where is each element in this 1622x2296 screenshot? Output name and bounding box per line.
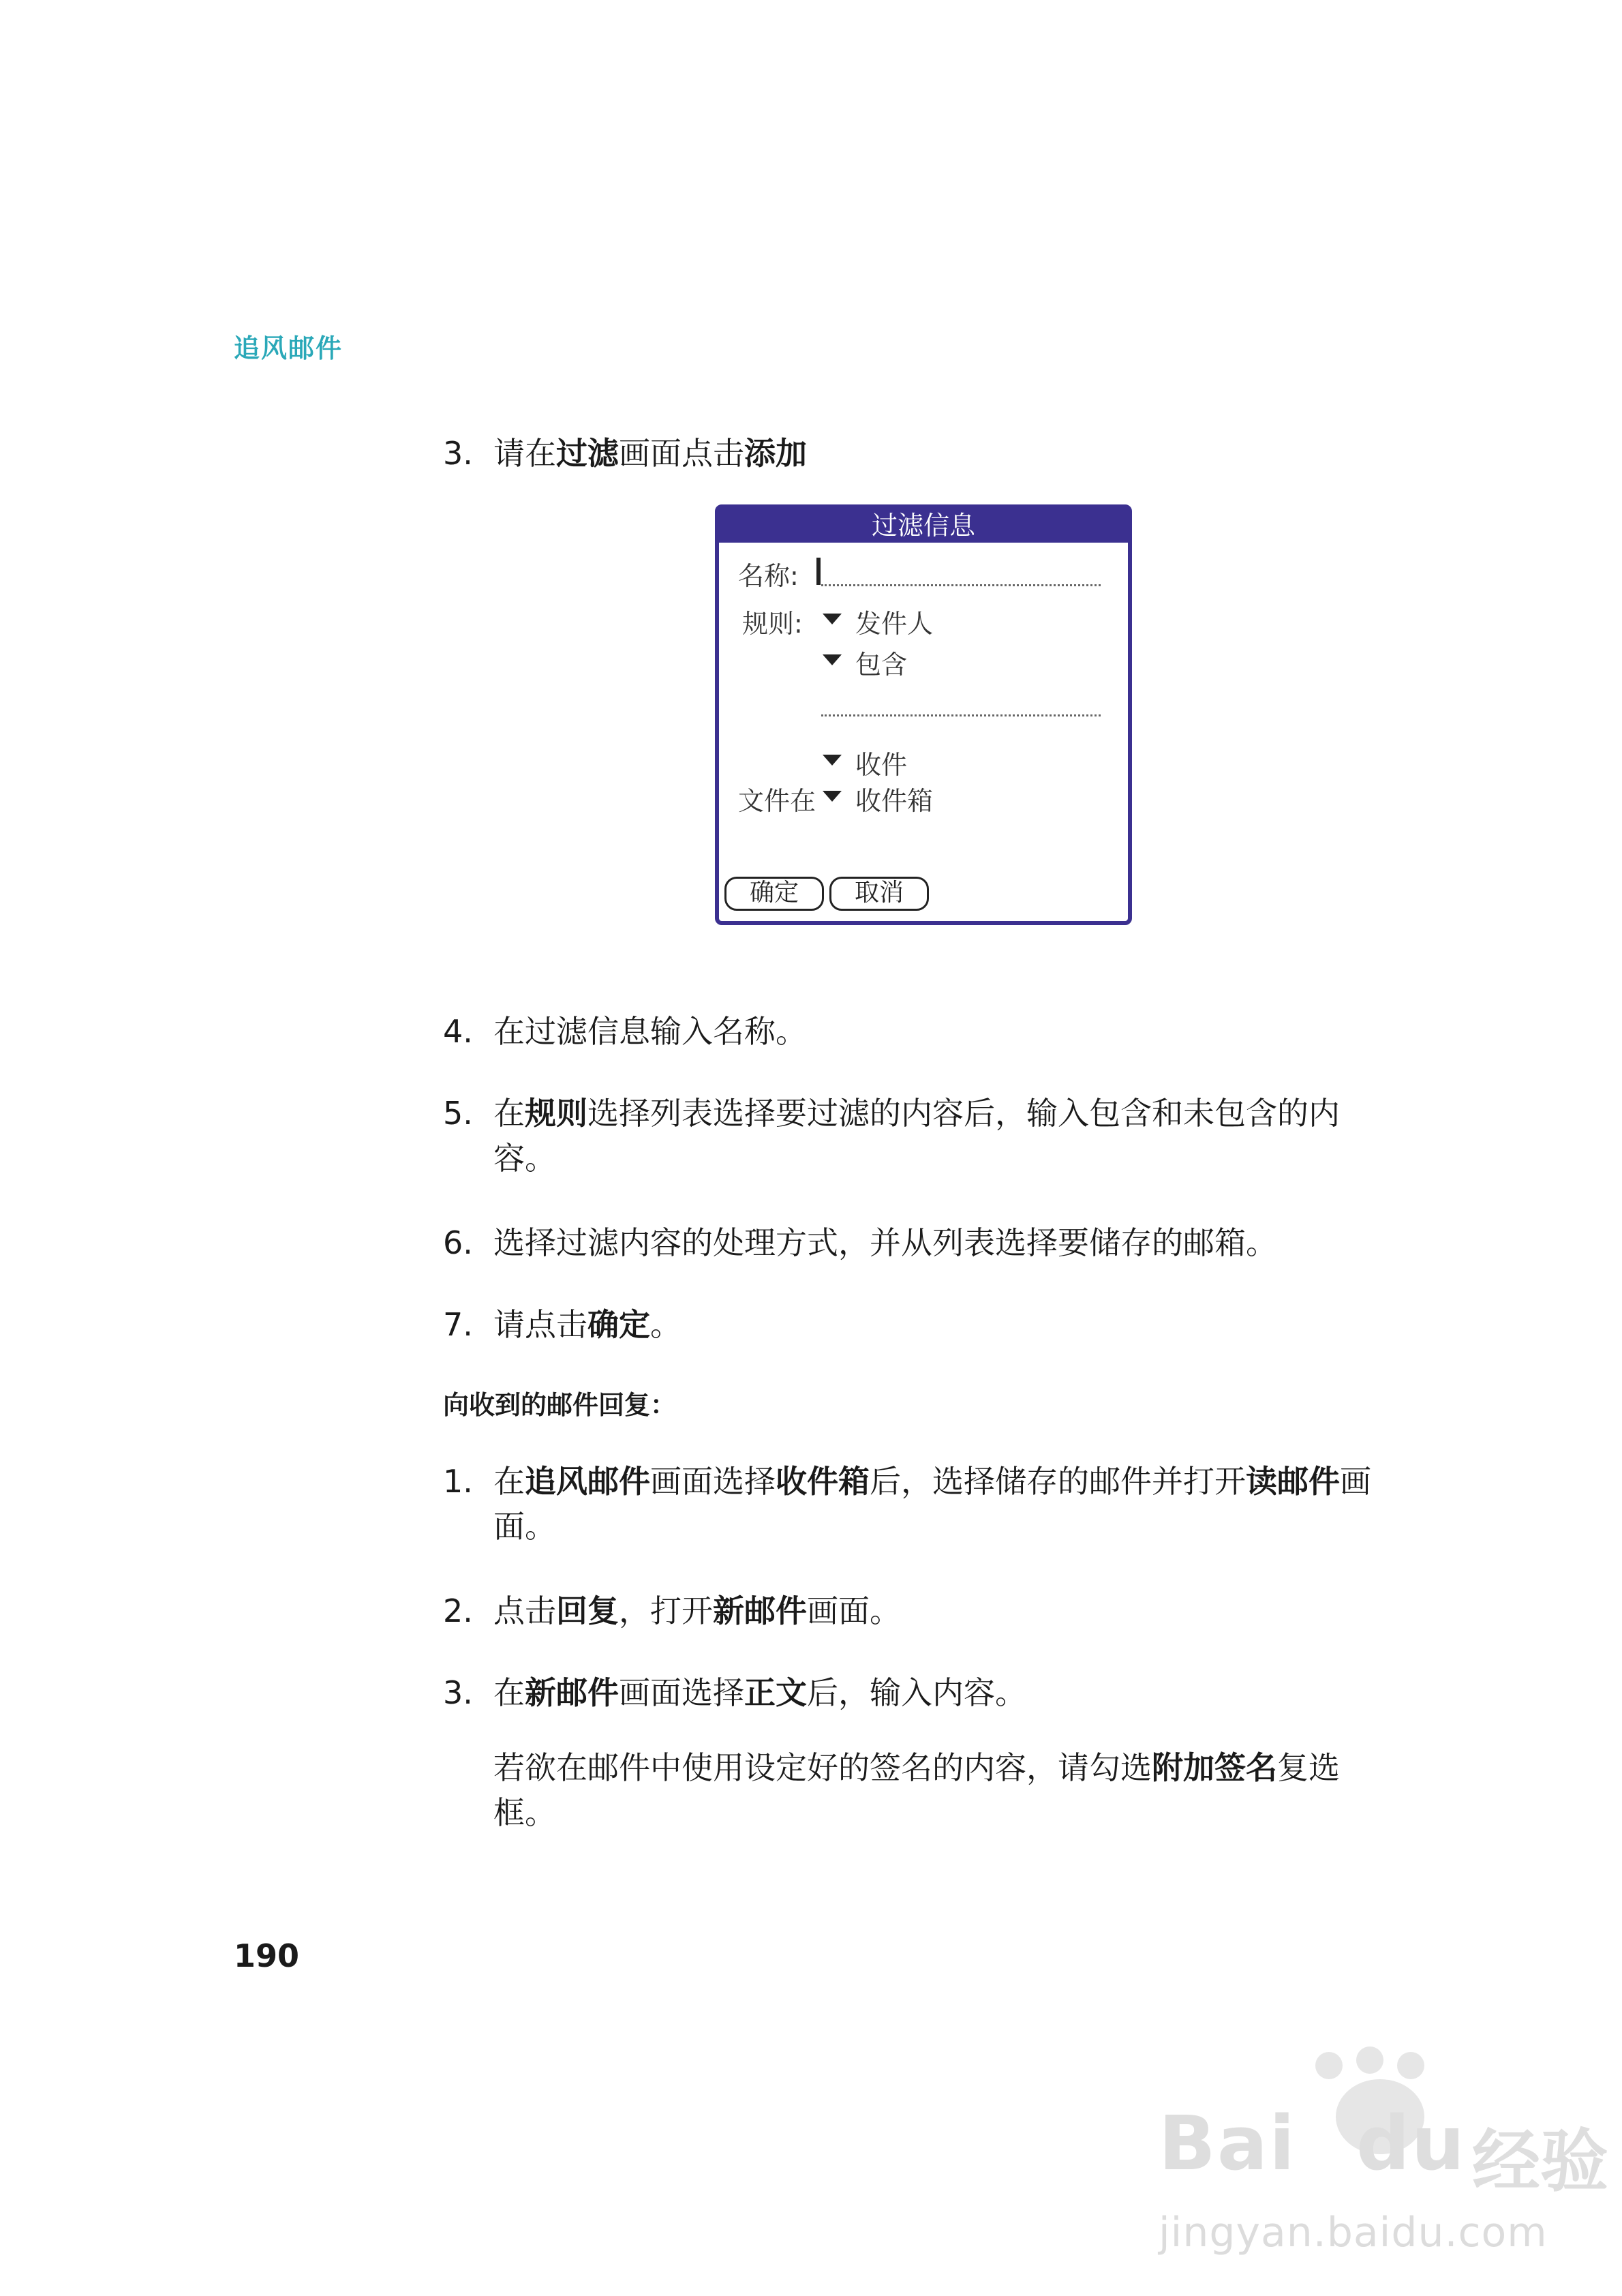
folder-value[interactable]: 收件箱 xyxy=(855,786,934,816)
step-4 xyxy=(443,1009,1383,1054)
step-number: 2. xyxy=(443,1592,473,1629)
reply-step-1 xyxy=(443,1459,1383,1549)
step-text: 画面点击 xyxy=(619,435,744,472)
step-keyword: 收件箱 xyxy=(776,1463,870,1500)
step-text: 在 xyxy=(493,1674,525,1711)
step-keyword: 新邮件 xyxy=(525,1674,619,1711)
step-text: 选择过滤内容的处理方式，并从列表选择要储存的邮箱。 xyxy=(493,1224,1277,1261)
step-number: 1. xyxy=(443,1463,473,1500)
ok-button[interactable]: 确定 xyxy=(724,877,824,911)
step-text: 请点击 xyxy=(493,1306,587,1343)
watermark-brand: Bai xyxy=(1159,2100,1296,2187)
reply-step-2 xyxy=(443,1588,1383,1633)
paw-toe xyxy=(1397,2052,1424,2079)
step-text: 画面。 xyxy=(493,1463,1371,1545)
step-text: 在 xyxy=(493,1095,525,1132)
step-keyword: 回复 xyxy=(556,1592,619,1629)
step-keyword: 规则 xyxy=(525,1095,587,1132)
rule-label: 规则: xyxy=(742,609,803,639)
reply-subheading: 向收到的邮件回复： xyxy=(443,1390,677,1420)
step-text: 选择列表选择要过滤的内容后，输入包含和未包含的内容。 xyxy=(493,1095,1340,1177)
cancel-button[interactable]: 取消 xyxy=(829,877,929,911)
step-text: 在 xyxy=(493,1463,525,1500)
dialog-title: 过滤信息 xyxy=(719,509,1128,543)
step-keyword: 新邮件 xyxy=(713,1592,807,1629)
filter-info-dialog xyxy=(715,504,1132,925)
note-text: 复选框。 xyxy=(493,1749,1340,1831)
step-text: 后，输入内容。 xyxy=(807,1674,1026,1711)
file-in-label: 文件在 xyxy=(738,786,816,816)
step-keyword: 确定 xyxy=(587,1306,650,1343)
watermark-brand-cn: 经验 xyxy=(1472,2121,1608,2201)
step-keyword: 过滤 xyxy=(556,435,619,472)
step-text: 画面选择 xyxy=(619,1674,744,1711)
step-number: 3. xyxy=(443,1674,473,1711)
step-text: ，打开 xyxy=(619,1592,713,1629)
step-text: 点击 xyxy=(493,1592,556,1629)
step-number: 7. xyxy=(443,1306,473,1343)
page-number: 190 xyxy=(234,1937,300,1974)
note-keyword: 附加签名 xyxy=(1152,1749,1277,1786)
step-text: 画面。 xyxy=(807,1592,901,1629)
step-5 xyxy=(443,1091,1383,1181)
step-number: 4. xyxy=(443,1013,473,1050)
name-input[interactable] xyxy=(821,584,1101,586)
step-keyword: 正文 xyxy=(744,1674,807,1711)
rule-condition-value[interactable]: 包含 xyxy=(855,650,908,680)
step-number: 6. xyxy=(443,1224,473,1261)
note-text: 若欲在邮件中使用设定好的签名的内容，请勾选 xyxy=(493,1749,1152,1786)
step-text: 。 xyxy=(650,1306,682,1343)
watermark-brand-tail: du xyxy=(1356,2100,1467,2187)
step-6 xyxy=(443,1220,1383,1265)
rule-field-value[interactable]: 发件人 xyxy=(855,609,934,639)
step-7 xyxy=(443,1302,1383,1347)
step-text: 请在 xyxy=(493,435,556,472)
step-keyword: 追风邮件 xyxy=(525,1463,650,1500)
section-title: 追风邮件 xyxy=(234,333,343,363)
step-number: 3. xyxy=(443,435,473,472)
step-keyword: 添加 xyxy=(744,435,807,472)
folder-dropdown-icon[interactable] xyxy=(823,791,842,802)
rule-text-input[interactable] xyxy=(821,714,1101,716)
watermark-url: jingyan.baidu.com xyxy=(1159,2209,1548,2256)
rule-field-dropdown-icon[interactable] xyxy=(823,614,842,624)
text-cursor xyxy=(816,558,821,585)
action-value[interactable]: 收件 xyxy=(855,750,908,780)
step-3-add-filter xyxy=(443,431,1383,476)
step-text: 后，选择储存的邮件并打开 xyxy=(870,1463,1246,1500)
baidu-watermark xyxy=(1131,2052,1622,2296)
paw-toe xyxy=(1315,2052,1343,2079)
step-text: 画面选择 xyxy=(650,1463,776,1500)
paw-toe xyxy=(1356,2046,1383,2074)
reply-step-3 xyxy=(443,1670,1383,1715)
action-dropdown-icon[interactable] xyxy=(823,755,842,766)
name-label: 名称: xyxy=(738,561,799,591)
step-text: 在过滤信息输入名称。 xyxy=(493,1013,807,1050)
step-keyword: 读邮件 xyxy=(1246,1463,1340,1500)
rule-condition-dropdown-icon[interactable] xyxy=(823,654,842,665)
step-number: 5. xyxy=(443,1095,473,1132)
reply-note xyxy=(443,1745,1383,1835)
